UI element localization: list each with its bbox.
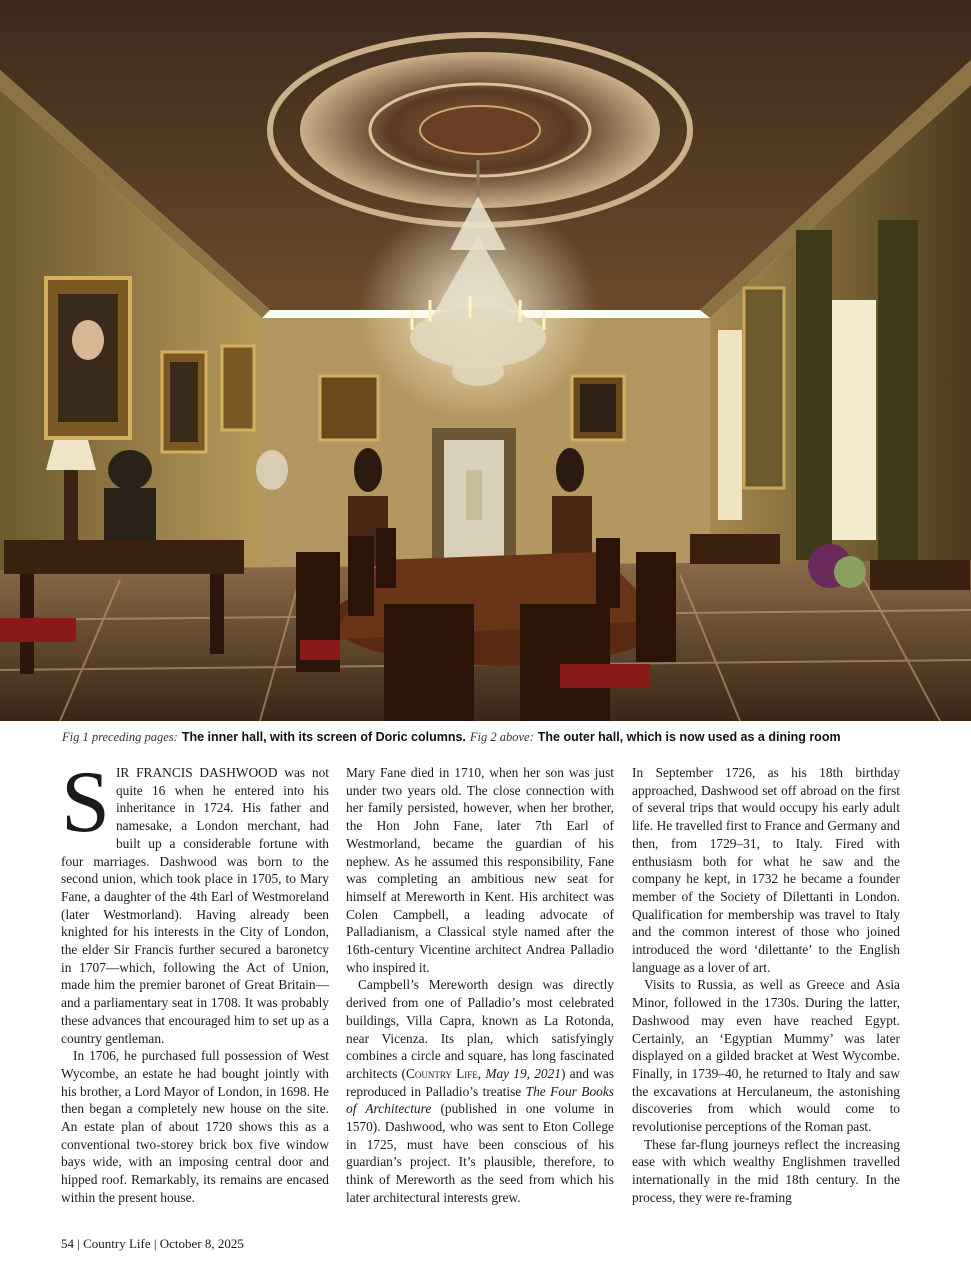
article-column-1	[61, 754, 329, 1207]
paragraph-4-text-a: Campbell’s Mereworth design was directly derived from one of Palladio’s most celebrated buildings, Villa Capra, known as La Rotonda, near Vicenza. Its plan, which satisfyingly combines a circle and square, has long fascinated architects (	[346, 977, 614, 1081]
caption-text-fig1: The inner hall, with its screen of Doric columns.	[181, 730, 466, 744]
caption-text-fig2: The outer hall, which is now used as a dining room	[537, 730, 841, 744]
paragraph-4-text-c: ) and was reproduced in Palladio’s treatise	[346, 1065, 614, 1099]
paragraph-4-text-d: (published in one volume in 1570). Dashwood, who was sent to Eton College in 1725, must have been conscious of his guardian’s project. It’s plausible, therefore, to think of Mereworth as the seed from which his later architectural interests grew.	[346, 1101, 614, 1205]
page-folio: 54 | Country Life | October 8, 2025	[61, 1236, 244, 1251]
book-title-ref: The Four Books of Architecture	[346, 1083, 614, 1117]
issue-date-ref: May 19, 2021	[485, 1065, 561, 1081]
article-paragraph-6: Visits to Russia, as well as Greece and Asia Minor, followed in the 1730s. During the latter, Dashwood may even have reached Egypt. Certainly, an ‘Egyptian Mummy’ was later displayed on a gilded bracket at West Wycombe. Finally, in 1739–40, he returned to Italy and saw the excavations at Herculaneum, the astonishing discoveries from which would come to revolutionise perceptions of the Roman past.	[632, 977, 900, 1135]
paragraph-4-text-b: ,	[477, 1065, 486, 1081]
article-paragraph-5: In September 1726, as his 18th birthday approached, Dashwood set off abroad on the first of several trips that would occupy his early adult life. He travelled first to France and Germany and then, from 1729–31, to Italy. Fired with enthusiasm both for what he saw and the company he kept, in 1732 he became a founder member of the Society of Dilettanti in London. Qualification for membership was travel to Italy and the common interest of those who joined introduced the word ‘dilettante’ to the English language as a lover of art.	[632, 765, 900, 975]
photo-caption	[62, 728, 942, 746]
article-paragraph-4	[346, 976, 614, 1206]
article-paragraph-1	[61, 754, 329, 1047]
paragraph-1-text: was not quite 16 when he entered into his inheritance in 1724. His father and namesake, a London merchant, had built up a considerable fortune with four marriages. Dashwood was born to the second union, which took place in 1705, to Mary Fane, a daughter of the 4th Earl of Westmoreland (later Westmorland). Having already been knighted for his interests in the City of London, the elder Sir Francis further secured a baronetcy in 1707—which, following the Act of Union, made him the premier baronet of Great Britain—and a parliamentary seat in 1708. It was probably these advances that encouraged him to set up as a country gentleman.	[61, 765, 329, 1046]
article-paragraph-7: These far-flung journeys reflect the increasing ease with which wealthy Englishmen travelled internationally in the mid 18th century. In the process, they were re-framing	[632, 1136, 900, 1205]
article-paragraph-2: In 1706, he purchased full possession of West Wycombe, an estate he had bought jointly with his brother, a Lord Mayor of London, in 1698. He then began a completely new house on the site. An estate plan of about 1720 shows this as a conventional two-storey brick box five window bays wide, with an imposing central door and hipped roof. Remarkably, its remains are encased within the present house.	[61, 1048, 329, 1205]
opening-words: IR FRANCIS DASHWOOD	[115, 765, 278, 780]
article-column-2	[346, 764, 614, 1207]
magazine-name-ref: Country Life	[405, 1065, 478, 1081]
caption-lead-fig2: Fig 2 above:	[469, 730, 534, 744]
drop-cap: S	[61, 754, 110, 851]
caption-lead-fig1: Fig 1 preceding pages:	[62, 730, 178, 744]
article-paragraph-3: Mary Fane died in 1710, when her son was just under two years old. The close connection with her family persisted, however, when her brother, the Hon John Fane, later 7th Earl of Westmorland, became the guardian of his nephew. As he assumed this responsibility, Fane was completing an ambitious new seat for himself at Mereworth in Kent. His architect was Colen Campbell, a leading advocate of Palladianism, a Classical style named after the 16th-century Vicentine architect Andrea Palladio who inspired it.	[346, 765, 614, 975]
article-column-3	[632, 764, 900, 1207]
